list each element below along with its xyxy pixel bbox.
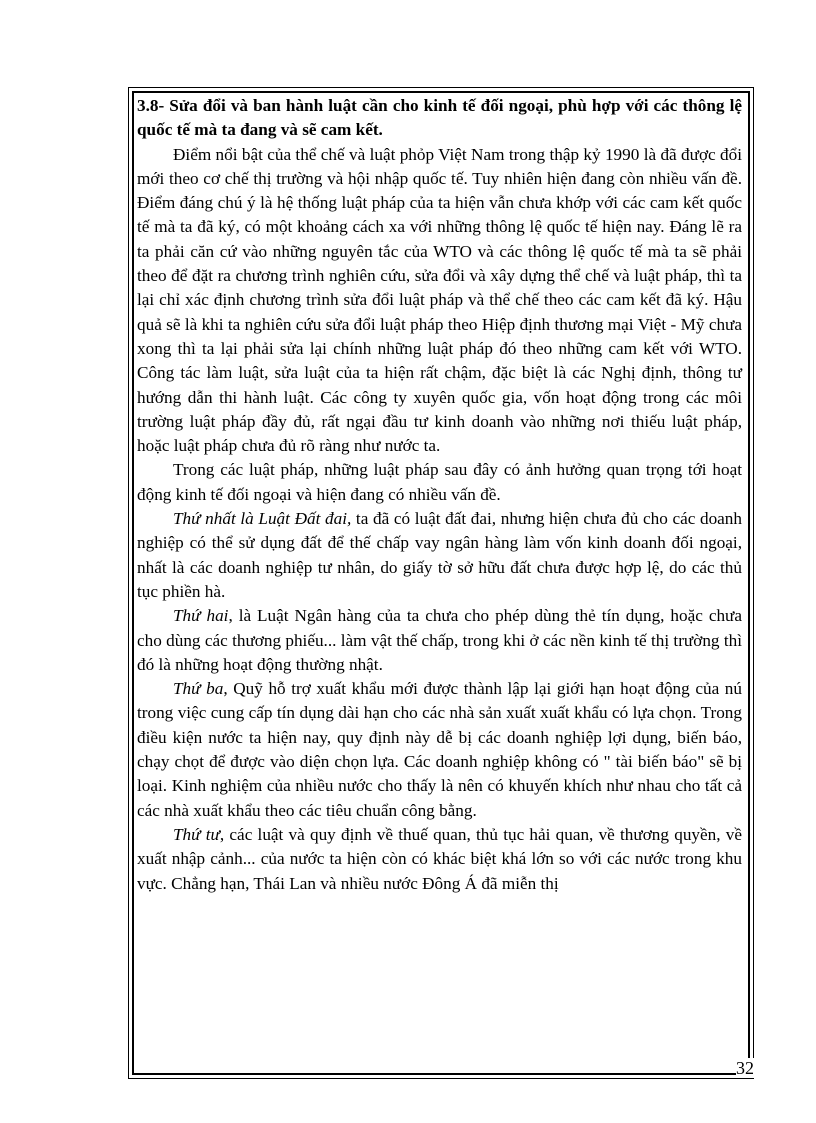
paragraph-bank-law — [137, 604, 742, 677]
section-heading: 3.8- Sửa đổi và ban hành luật cần cho kinh tế đối ngoại, phù hợp với các thông lệ quốc tế mà ta đang và sẽ cam kết. — [137, 96, 742, 140]
paragraph-overview — [137, 143, 742, 459]
paragraph-text: , Quỹ hỗ trợ xuất khẩu mới được thành lập lại giới hạn hoạt động của nú trong việc cung cấp tín dụng dài hạn cho các nhà sản xuất xuất khẩu có lựa chọn. Trong điều kiện nước ta hiện nay, quy định này dễ bị các doanh nghiệp lợi dụng, biến báo, chạy chọt để được vào diện chọn lựa. Các doanh nghiệp không có " tài biến báo" sẽ bị loại. Kinh nghiệm của nhiều nước cho thấy là nên có khuyến khích như nhau cho tất cả các nhà xuất khẩu theo các tiêu chuẩn công bằng. — [137, 679, 742, 820]
paragraph-intro-laws — [137, 458, 742, 507]
document-body — [137, 94, 742, 896]
page-number: 32 — [736, 1058, 754, 1078]
paragraph-text: Điểm nổi bật của thể chế và luật phỏp Việt Nam trong thập kỷ 1990 là đã được đổi mới theo cơ chế thị trường và hội nhập quốc tế. Tuy nhiên hiện đang còn nhiều vấn đề. Điểm đáng chú ý là hệ thống luật pháp của ta hiện vẫn chưa khớp với các cam kết quốc tế mà ta đã ký, có một khoảng cách xa với những thông lệ quốc tế hiện nay. Đáng lẽ ra ta phải căn cứ vào những nguyên tắc của WTO và các thông lệ quốc tế mà ta sẽ phải theo để đặt ra chương trình nghiên cứu, sửa đổi và xây dựng thể chế và luật pháp, thì ta lại chỉ xác định chương trình sửa đổi luật pháp và thể chế theo các cam kết đã ký. Hậu quả sẽ là khi ta nghiên cứu sửa đổi luật pháp theo Hiệp định thương mại Việt - Mỹ chưa xong thì ta lại phải sửa lại chính những luật pháp đó theo những cam kết với WTO. Công tác làm luật, sửa luật của ta hiện rất chậm, đặc biệt là các Nghị định, thông tư hướng dẫn thi hành luật. Các công ty xuyên quốc gia, vốn hoạt động trong các môi trường luật pháp đầy đủ, rất ngại đầu tư kinh doanh vào những nơi thiếu luật pháp, hoặc luật pháp chưa đủ rõ ràng như nước ta. — [137, 144, 742, 456]
paragraph-text: ta đã có luật đất đai, nhưng hiện chưa đủ cho các doanh nghiệp có thể sử dụng đất để thế chấp vay ngân hàng làm vốn kinh doanh đối ngoại, nhất là các doanh nghiệp tư nhân, do giấy tờ sở hữu đất chưa được hợp lệ, do các thủ tục phiền hà. — [137, 509, 742, 601]
paragraph-text: Trong các luật pháp, những luật pháp sau đây có ảnh hưởng quan trọng tới hoạt động kinh tế đối ngoại và hiện đang có nhiều vấn đề. — [137, 460, 742, 504]
paragraph-lead: Thứ ba — [173, 679, 224, 699]
paragraph-export-fund — [137, 677, 742, 823]
paragraph-lead: Thứ tư — [173, 824, 220, 844]
paragraph-text: , là Luật Ngân hàng của ta chưa cho phép dùng thẻ tín dụng, hoặc chưa cho dùng các thương phiếu... làm vật thế chấp, trong khi ở các nền kinh tế thị trường thì đó là những hoạt động thường nhật. — [137, 606, 742, 674]
paragraph-lead: Thứ nhất là Luật Đất đai, — [173, 509, 352, 529]
paragraph-customs — [137, 823, 742, 896]
paragraph-lead: Thứ hai — [173, 606, 229, 626]
paragraph-land-law — [137, 507, 742, 604]
paragraph-text: , các luật và quy định về thuế quan, thủ tục hải quan, về thương quyền, về xuất nhập cảnh... của nước ta hiện còn có khác biệt khá lớn so với các nước trong khu vực. Chẳng hạn, Thái Lan và nhiều nước Đông Á đã miễn thị — [137, 824, 742, 893]
